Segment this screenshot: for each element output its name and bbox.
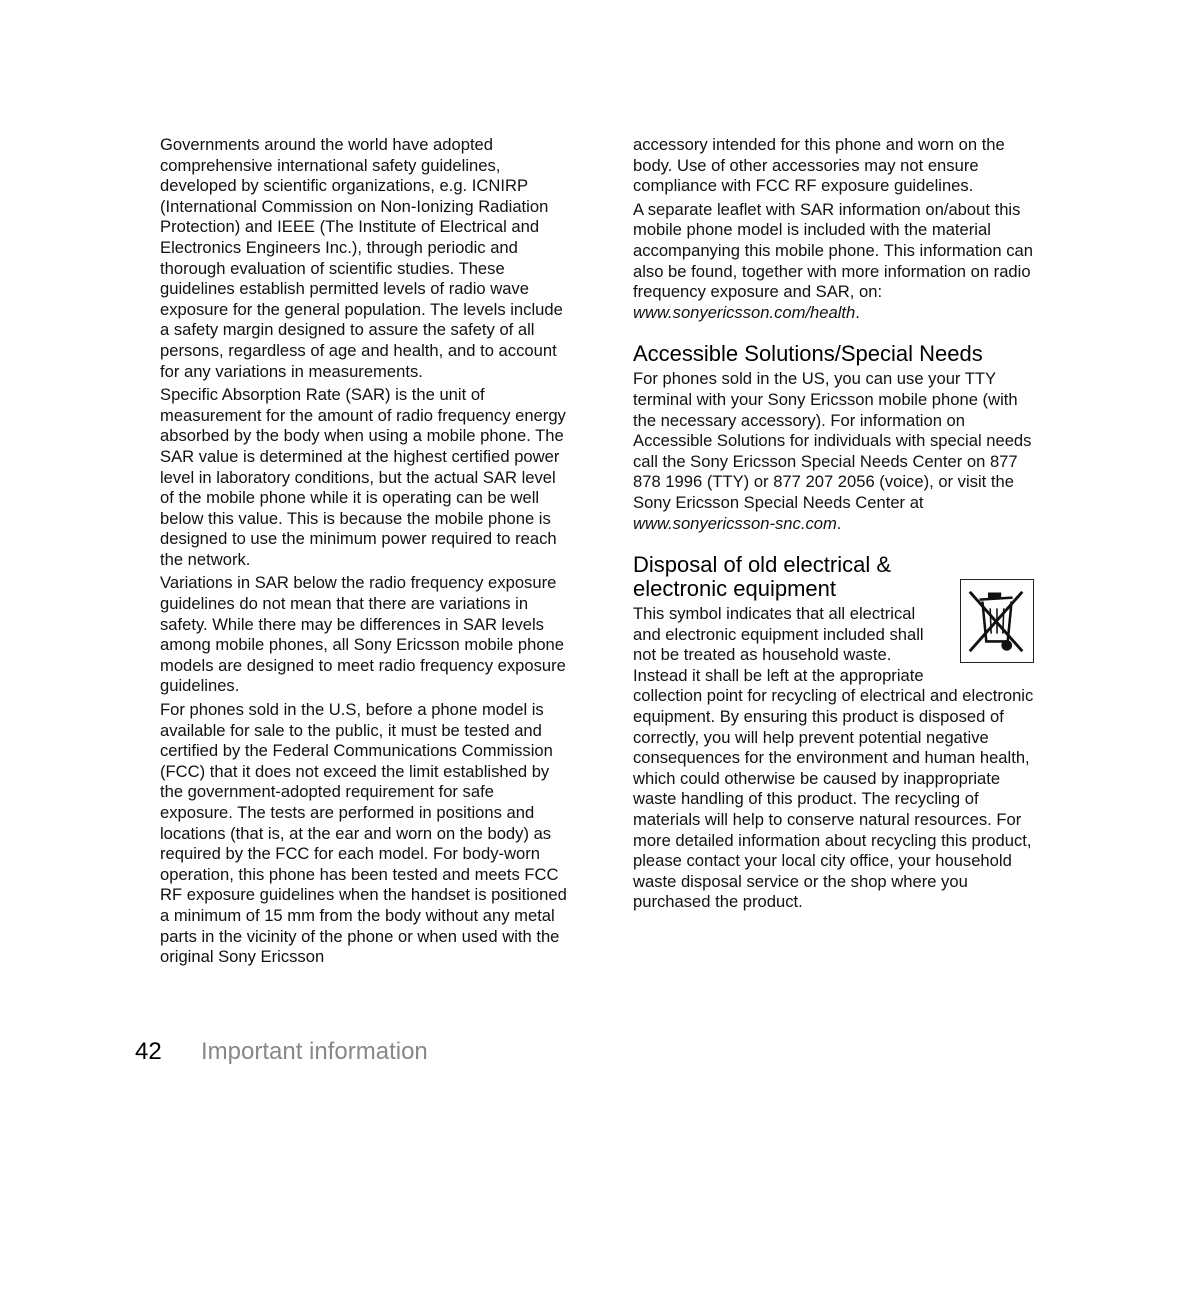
paragraph-disposal: This symbol indicates that all electrical and electronic equipment included shall not be treated as household waste. Instead it shall be left at the appropriate collection point for recycling of electrical and electronic equipment. By ensuring this product is disposed of correctly, you will help prevent potential negative consequences for the environment and human health, which could otherwise be caused by inappropriate waste handling of this product. The recycling of materials will help to conserve natural resources. For more detailed information about recycling this product, please contact your local city office, your household waste disposal service or the shop where you purchased the product. [633,604,1034,912]
paragraph-sar-leaflet: A separate leaflet with SAR information on/about this mobile phone model is included with the material accompanying this mobile phone. This information can also be found, together with more information on radio frequency exposure and SAR, on: www.sonyericsson.com/health. [633,199,1034,322]
accessible-text: For phones sold in the US, you can use your TTY terminal with your Sony Ericsson mobile phone (with the necessary accessory). For information on Accessible Solutions for individuals with special needs call the Sony Ericsson Special Needs Center on 877 878 1996 (TTY) or 877 207 2056 (voice), or visit the Sony Ericsson Special Needs Center at [633,369,1032,512]
page-footer [135,1038,428,1066]
health-link[interactable]: www.sonyericsson.com/health [633,302,856,322]
paragraph-accessible-solutions: For phones sold in the US, you can use your TTY terminal with your Sony Ericsson mobile phone (with the necessary accessory). For information on Accessible Solutions for individuals with special needs call the Sony Ericsson Special Needs Center on 877 878 1996 (TTY) or 877 207 2056 (voice), or visit the Sony Ericsson Special Needs Center at www.sonyericsson-snc.com. [633,369,1032,533]
paragraph-accessory-continuation: accessory intended for this phone and worn on the body. Use of other accessories may not ensure compliance with FCC RF exposure guidelines. [633,135,1005,196]
special-needs-link[interactable]: www.sonyericsson-snc.com [633,513,837,533]
disposal-section [633,553,1041,913]
page-number: 42 [135,1038,162,1065]
left-column [160,135,568,971]
right-column [633,135,1041,916]
crossed-out-wheelie-bin-icon [960,579,1034,663]
paragraph-sar-variations: Variations in SAR below the radio frequency exposure guidelines do not mean that there are variations in safety. While there may be differences in SAR levels among mobile phones, all Sony Ericsson mobile phone models are designed to meet radio frequency exposure guidelines. [160,573,566,696]
paragraph-fcc-testing: For phones sold in the U.S, before a phone model is available for sale to the public, it must be tested and certified by the Federal Communications Commission (FCC) that it does not exceed the limit established by the government-adopted requirement for safe exposure. The tests are performed in positions and locations (that is, at the ear and worn on the body) as required by the FCC for each model. For body-worn operation, this phone has been tested and meets FCC RF exposure guidelines when the handset is positioned a minimum of 15 mm from the body without any metal parts in the vicinity of the phone or when used with the original Sony Ericsson [160,700,567,967]
footer-section-title: Important information [201,1038,428,1065]
sar-leaflet-text: A separate leaflet with SAR information on/about this mobile phone model is included with the material accompanying this mobile phone. This information can also be found, together with more information on radio frequency exposure and SAR, on: [633,199,1034,302]
paragraph-safety-guidelines: Governments around the world have adopted comprehensive international safety guidelines, developed by scientific organizations, e.g. ICNIRP (International Commission on Non-Ionizing Radiation Protection) and IEEE (The Institute of Electrical and Electronics Engineers Inc.), through periodic and thorough evaluation of scientific studies. These guidelines establish permitted levels of radio wave exposure for the general population. The levels include a safety margin designed to assure the safety of all persons, regardless of age and health, and to account for any variations in measurements. [160,135,563,381]
heading-disposal: Disposal of old electrical & electronic equipment [633,552,892,602]
paragraph-sar-definition: Specific Absorption Rate (SAR) is the unit of measurement for the amount of radio frequency energy absorbed by the body when using a mobile phone. The SAR value is determined at the highest certified power level in laboratory conditions, but the actual SAR level of the mobile phone while it is operating can be well below this value. This is because the mobile phone is designed to use the minimum power required to reach the network. [160,385,566,569]
heading-accessible-solutions: Accessible Solutions/Special Needs [633,341,983,367]
